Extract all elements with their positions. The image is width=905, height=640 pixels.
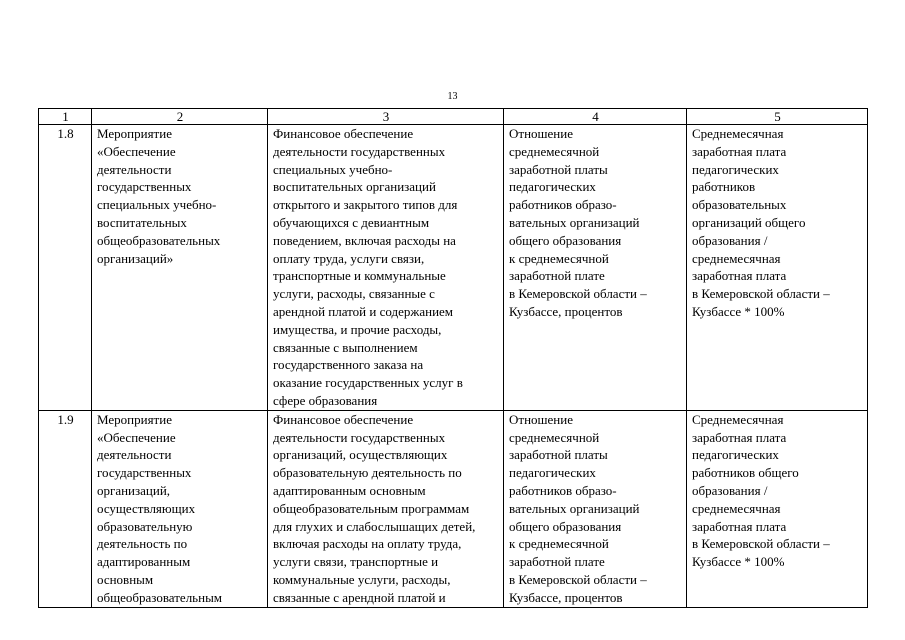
cell-text-line: обучающихся с девиантным — [273, 214, 430, 230]
cell-text-line: услуги, расходы, связанные с — [273, 286, 435, 302]
cell-text-line: работников образо- — [509, 482, 617, 498]
cell-text-line: педагогических — [509, 465, 596, 481]
cell-text-line: связанные с выполнением — [273, 339, 418, 355]
cell-text-line: Мероприятие — [97, 411, 172, 427]
row-number: 1.8 — [57, 126, 74, 141]
cell-text-line: имущества, и прочие расходы, — [273, 321, 442, 337]
calculation-formula-cell — [687, 410, 868, 607]
column-number: 1 — [39, 109, 92, 125]
cell-text-line: организаций, — [97, 482, 171, 498]
cell-text-line: заработной плате — [509, 554, 605, 570]
table-row — [39, 410, 868, 607]
cell-text-line: воспитательных — [97, 214, 187, 230]
cell-text-line: общего образования — [509, 232, 622, 248]
column-number: 2 — [92, 109, 268, 125]
cell-text-line: образовательную деятельность по — [273, 465, 462, 481]
cell-text-line: открытого и закрытого типов для — [273, 197, 458, 213]
cell-text-line: оказание государственных услуг в — [273, 375, 463, 391]
cell-text-line: педагогических — [692, 447, 779, 463]
financing-description-cell — [268, 125, 504, 411]
cell-text-line: заработная плата — [692, 429, 787, 445]
cell-text-line: деятельности — [97, 447, 172, 463]
cell-text-line: среднемесячной — [509, 429, 600, 445]
row-number: 1.9 — [57, 411, 74, 427]
cell-text-line: деятельности — [97, 161, 172, 177]
cell-text-line: деятельность по — [97, 536, 188, 552]
cell-text-line: работников образо- — [509, 197, 617, 213]
cell-text-line: специальных учебно- — [273, 161, 393, 177]
cell-text-line: адаптированным — [97, 554, 191, 570]
cell-text-line: вательных организаций — [509, 500, 640, 516]
cell-text-line: для глухих и слабослышащих детей, — [273, 518, 476, 534]
cell-text-line: педагогических — [692, 161, 779, 177]
cell-text-line: к среднемесячной — [509, 536, 609, 552]
cell-text-line: арендной платой и содержанием — [273, 303, 454, 319]
cell-text-line: в Кемеровской области – — [509, 286, 647, 302]
cell-text-line: сфере образования — [273, 392, 378, 408]
cell-text-line: заработная плата — [692, 143, 787, 159]
cell-text-line: образовательную — [97, 518, 193, 534]
measure-name-cell — [92, 125, 268, 411]
cell-text-line: работников общего — [692, 465, 799, 481]
cell-text-line: включая расходы на оплату труда, — [273, 536, 462, 552]
cell-text-line: к среднемесячной — [509, 250, 609, 266]
cell-text-line: специальных учебно- — [97, 197, 217, 213]
cell-text-line: заработной платы — [509, 161, 608, 177]
cell-text-line: деятельности государственных — [273, 143, 446, 159]
cell-text-line: «Обеспечение — [97, 143, 176, 159]
cell-text-line: Финансовое обеспечение — [273, 126, 414, 141]
cell-text-line: транспортные и коммунальные — [273, 268, 446, 284]
cell-text-line: государственных — [97, 179, 192, 195]
cell-text-line: в Кемеровской области – — [692, 536, 830, 552]
measure-name-cell — [92, 410, 268, 607]
cell-text-line: работников — [692, 179, 756, 195]
cell-text-line: общеобразовательным — [97, 589, 223, 605]
cell-text-line: общего образования — [509, 518, 622, 534]
row-number-cell — [39, 125, 92, 411]
cell-text-line: заработная плата — [692, 518, 787, 534]
cell-text-line: общеобразовательным программам — [273, 500, 470, 516]
cell-text-line: общеобразовательных — [97, 232, 221, 248]
column-number: 4 — [504, 109, 687, 125]
cell-text-line: образовательных — [692, 197, 787, 213]
cell-text-line: Мероприятие — [97, 126, 172, 141]
cell-text-line: коммунальные услуги, расходы, — [273, 571, 451, 587]
cell-text-line: организаций общего — [692, 214, 806, 230]
cell-text-line: педагогических — [509, 179, 596, 195]
table-row — [39, 125, 868, 411]
cell-text-line: оплату труда, услуги связи, — [273, 250, 425, 266]
cell-text-line: осуществляющих — [97, 500, 196, 516]
row-number-cell — [39, 410, 92, 607]
cell-text-line: среднемесячная — [692, 250, 781, 266]
cell-text-line: образования / — [692, 232, 768, 248]
cell-text-line: связанные с арендной платой и — [273, 589, 446, 605]
indicators-table — [38, 108, 868, 608]
cell-text-line: Отношение — [509, 411, 573, 427]
column-number-row — [39, 109, 868, 125]
calculation-formula-cell — [687, 125, 868, 411]
cell-text-line: Финансовое обеспечение — [273, 411, 414, 427]
cell-text-line: заработная плата — [692, 268, 787, 284]
cell-text-line: государственных — [97, 465, 192, 481]
indicator-name-cell — [504, 125, 687, 411]
cell-text-line: в Кемеровской области – — [692, 286, 830, 302]
cell-text-line: адаптированным основным — [273, 482, 426, 498]
cell-text-line: Кузбассе, процентов — [509, 589, 623, 605]
cell-text-line: Отношение — [509, 126, 573, 141]
financing-description-cell — [268, 410, 504, 607]
cell-text-line: вательных организаций — [509, 214, 640, 230]
cell-text-line: организаций» — [97, 250, 174, 266]
cell-text-line: услуги связи, транспортные и — [273, 554, 439, 570]
cell-text-line: «Обеспечение — [97, 429, 176, 445]
cell-text-line: Кузбассе, процентов — [509, 303, 623, 319]
cell-text-line: Среднемесячная — [692, 411, 784, 427]
cell-text-line: образования / — [692, 482, 768, 498]
cell-text-line: среднемесячной — [509, 143, 600, 159]
cell-text-line: организаций, осуществляющих — [273, 447, 448, 463]
cell-text-line: Кузбассе * 100% — [692, 554, 785, 570]
cell-text-line: деятельности государственных — [273, 429, 446, 445]
cell-text-line: в Кемеровской области – — [509, 571, 647, 587]
cell-text-line: государственного заказа на — [273, 357, 424, 373]
cell-text-line: Среднемесячная — [692, 126, 784, 141]
cell-text-line: основным — [97, 571, 154, 587]
cell-text-line: поведением, включая расходы на — [273, 232, 456, 248]
cell-text-line: заработной плате — [509, 268, 605, 284]
cell-text-line: среднемесячная — [692, 500, 781, 516]
page-number: 13 — [447, 91, 458, 102]
cell-text-line: воспитательных организаций — [273, 179, 436, 195]
cell-text-line: Кузбассе * 100% — [692, 303, 785, 319]
indicator-name-cell — [504, 410, 687, 607]
column-number: 3 — [268, 109, 504, 125]
column-number: 5 — [687, 109, 868, 125]
cell-text-line: заработной платы — [509, 447, 608, 463]
